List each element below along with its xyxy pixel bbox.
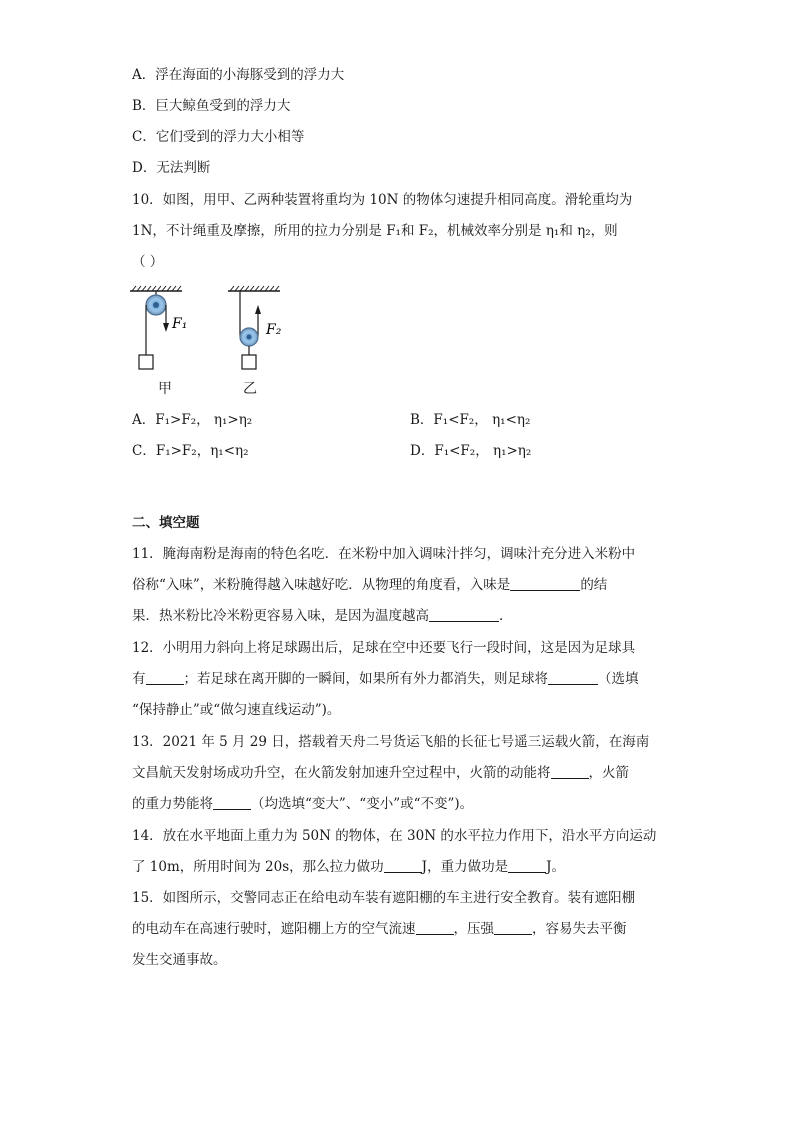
q10-option-a: A．F₁>F₂， η₁>η₂ bbox=[132, 412, 253, 428]
q13-line3 bbox=[132, 795, 473, 813]
q15-blank-2[interactable] bbox=[494, 920, 532, 935]
q12-line2-text-c: （选填 bbox=[598, 671, 639, 687]
q15-line2-text-a: 的电动车在高速行驶时，遮阳棚上方的空气流速 bbox=[132, 921, 416, 937]
q14-line2-text-a: 了 10m，所用时间为 20s，那么拉力做功 bbox=[132, 859, 384, 875]
q11-line3-text-b: ． bbox=[499, 608, 513, 624]
q9-option-b: B．巨大鲸鱼受到的浮力大 bbox=[132, 98, 291, 114]
q10-answer-paren: （ ） bbox=[132, 254, 164, 270]
section-title: 二、填空题 bbox=[132, 515, 200, 531]
q12-line3: “保持静止”或“做匀速直线运动”)。 bbox=[132, 702, 341, 718]
force-label-f1: F₁ bbox=[172, 316, 188, 332]
q11-line2-text-b: 的结 bbox=[580, 577, 608, 593]
q13-blank-1[interactable] bbox=[551, 764, 589, 779]
q9-option-a: A．浮在海面的小海豚受到的浮力大 bbox=[132, 67, 345, 83]
q11-line2 bbox=[132, 576, 607, 594]
q14-line1: 14．放在水平地面上重力为 50N 的物体，在 30N 的水平拉力作用下，沿水平方向运动 bbox=[132, 828, 657, 844]
figure-label-yi: 乙 bbox=[243, 381, 257, 397]
q12-line2-text-a: 有 bbox=[132, 671, 146, 687]
q11-line3-text-a: 果．热米粉比冷米粉更容易入味，是因为温度越高 bbox=[132, 608, 429, 624]
q15-line1: 15．如图所示，交警同志正在给电动车装有遮阳棚的车主进行安全教育。装有遮阳棚 bbox=[132, 890, 636, 906]
q12-blank-1[interactable] bbox=[146, 670, 184, 685]
q13-blank-2[interactable] bbox=[213, 795, 251, 810]
q13-line2-text-a: 文昌航天发射场成功升空，在火箭发射加速升空过程中，火箭的动能将 bbox=[132, 765, 551, 781]
q15-line3: 发生交通事故。 bbox=[132, 952, 227, 968]
q14-line2 bbox=[132, 858, 565, 876]
q13-line2 bbox=[132, 764, 629, 782]
q10-stem-line2: 1N，不计绳重及摩擦，所用的拉力分别是 F₁和 F₂，机械效率分别是 η₁和 η₂，则 bbox=[132, 223, 618, 239]
q14-line2-text-c: J。 bbox=[546, 859, 566, 875]
q12-line1: 12．小明用力斜向上将足球踢出后，足球在空中还要飞行一段时间，这是因为足球具 bbox=[132, 640, 636, 656]
q15-line2-text-b: ，压强 bbox=[453, 921, 494, 937]
q9-option-c: C．它们受到的浮力大小相等 bbox=[132, 129, 305, 145]
q11-blank-1[interactable] bbox=[510, 576, 580, 591]
q12-line2-text-b: ；若足球在离开脚的一瞬间，如果所有外力都消失，则足球将 bbox=[183, 671, 548, 687]
q10-stem-line1: 10．如图，用甲、乙两种装置将重均为 10N 的物体匀速提升相同高度。滑轮重均为 bbox=[132, 192, 633, 208]
q11-blank-2[interactable] bbox=[429, 607, 499, 622]
q10-option-b: B．F₁<F₂， η₁<η₂ bbox=[410, 412, 531, 428]
q15-blank-1[interactable] bbox=[416, 920, 454, 935]
q13-line2-text-b: ，火箭 bbox=[588, 765, 629, 781]
q15-line2 bbox=[132, 920, 627, 938]
q15-line2-text-c: ，容易失去平衡 bbox=[532, 921, 627, 937]
q11-line1: 11．腌海南粉是海南的特色名吃．在米粉中加入调味汁拌匀，调味汁充分进入米粉中 bbox=[132, 546, 636, 562]
q14-blank-1[interactable] bbox=[384, 858, 422, 873]
q12-line2 bbox=[132, 670, 639, 688]
q11-line3 bbox=[132, 607, 513, 625]
q10-option-c: C．F₁>F₂，η₁<η₂ bbox=[132, 443, 249, 459]
q13-line1: 13．2021 年 5 月 29 日，搭载着天舟二号货运飞船的长征七号遥三运载火箭，在海南 bbox=[132, 734, 650, 750]
figure-label-jia: 甲 bbox=[158, 381, 172, 397]
q14-blank-2[interactable] bbox=[508, 858, 546, 873]
force-label-f2: F₂ bbox=[266, 322, 282, 338]
q11-line2-text-a: 俗称“入味”，米粉腌得越入味越好吃．从物理的角度看，入味是 bbox=[132, 577, 511, 593]
pulley-figure bbox=[120, 280, 300, 400]
q9-option-d: D．无法判断 bbox=[132, 160, 211, 176]
q13-line3-text-b: （均选填“变大”、“变小”或“不变”)。 bbox=[251, 796, 474, 812]
q10-option-d: D．F₁<F₂， η₁>η₂ bbox=[410, 443, 532, 459]
q12-blank-2[interactable] bbox=[548, 670, 598, 685]
q13-line3-text-a: 的重力势能将 bbox=[132, 796, 213, 812]
q14-line2-text-b: J，重力做功是 bbox=[421, 859, 509, 875]
